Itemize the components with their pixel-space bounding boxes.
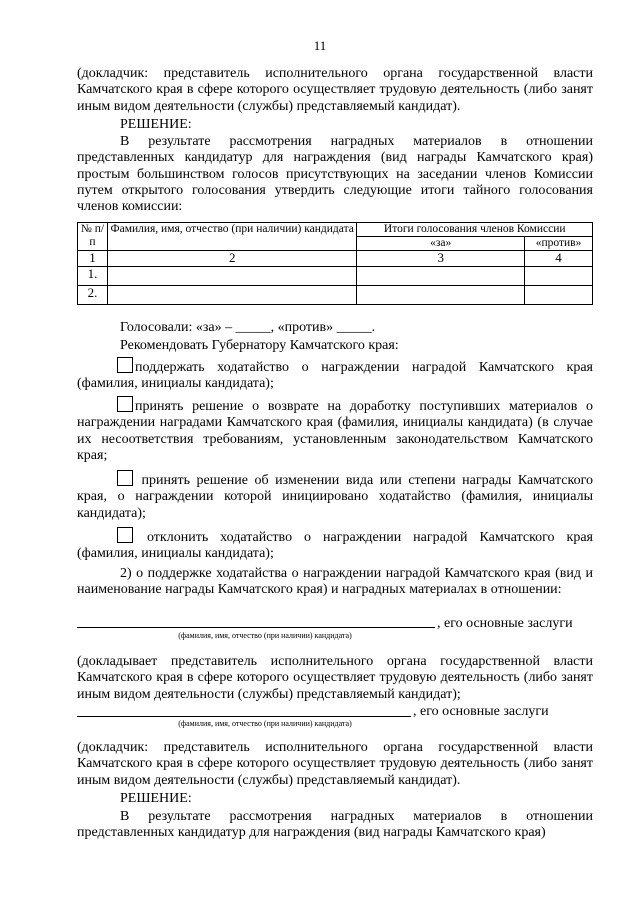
merits-text-1: , его основные заслуги: [437, 616, 573, 631]
voting-results-table: [77, 222, 593, 305]
option-return: [77, 396, 593, 464]
recommend-line: Рекомендовать Губернатору Камчатского края:: [120, 338, 399, 353]
voted-line: Голосовали: «за» – _____, «против» _____.: [120, 320, 376, 335]
candidate-caption-1: (фамилия, имя, отчество (при наличии) кандидата): [178, 631, 352, 640]
header-candidate-name: Фамилия, имя, отчество (при наличии) кандидата: [107, 223, 356, 251]
header-voting-results: Итоги голосования членов Комиссии: [357, 223, 593, 237]
speaker-paragraph: (докладчик: представитель исполнительного органа государственной власти Камчатского края в сфере которого осуществляет трудовую деятельность (либо занят иным видом деятельности (службы) представляемый кандидат).: [77, 740, 593, 788]
checkbox-icon[interactable]: [117, 357, 133, 373]
table-row: [78, 267, 593, 286]
header-number: № п/п: [78, 223, 108, 251]
table-header-row: [78, 223, 593, 237]
table-row: [78, 286, 593, 305]
index-cell: 2: [107, 251, 356, 267]
option-text: отклонить ходатайство о награждении наградой Камчатского края (фамилия, инициалы кандидата);: [77, 530, 593, 562]
index-cell: 4: [525, 251, 593, 267]
table-index-row: [78, 251, 593, 267]
option-text: принять решение о возврате на доработку поступивших материалов о награждении наградами Камчатского края (фамилия, инициалы кандидата) (в случае их несоответствия требованиям, установленным законодательством Камчатского края;: [77, 399, 593, 463]
candidate-line-1: [77, 627, 435, 628]
option-reject: [77, 527, 593, 563]
page-number: 11: [313, 38, 327, 53]
row-number: 1.: [78, 267, 108, 286]
merits-text-2: , его основные заслуги: [413, 704, 549, 719]
row-number: 2.: [78, 286, 108, 305]
intro-paragraph: (докладчик: представитель исполнительного органа государственной власти Камчатского края в сфере которого осуществляет трудовую деятельность (либо занят иным видом деятельности (службы) представляемый кандидат).: [77, 66, 593, 114]
checkbox-icon[interactable]: [117, 470, 133, 486]
row-against: [525, 286, 593, 305]
item2-paragraph: 2) о поддержке ходатайства о награждении наградой Камчатского края (вид и наименование награды Камчатского края) и наградных материалах в отношении:: [77, 566, 593, 598]
row-name: [107, 267, 356, 286]
header-for: «за»: [357, 237, 525, 251]
decision-paragraph-2: В результате рассмотрения наградных материалов в отношении представленных кандидатур для награждения (вид награды Камчатского края): [77, 809, 593, 841]
index-cell: 3: [357, 251, 525, 267]
decision-heading: РЕШЕНИЕ:: [120, 117, 192, 132]
index-cell: 1: [78, 251, 108, 267]
row-against: [525, 267, 593, 286]
row-name: [107, 286, 356, 305]
option-text: принять решение об изменении вида или степени награды Камчатского края, о награждении которой инициировано ходатайство (фамилия, инициалы кандидата);: [77, 473, 593, 521]
reports-paragraph: (докладывает представитель исполнительного органа государственной власти Камчатского края в сфере которого осуществляет трудовую деятельность (либо занят иным видом деятельности (службы) представляемый кандидат);: [77, 654, 593, 702]
option-text: поддержать ходатайство о награждении наградой Камчатского края (фамилия, инициалы кандидата);: [77, 360, 593, 392]
row-for: [357, 267, 525, 286]
checkbox-icon[interactable]: [117, 527, 133, 543]
decision-paragraph: В результате рассмотрения наградных материалов в отношении представленных кандидатур для награждения (вид награды Камчатского края) простым большинством голосов присутствующих на заседании членов Комиссии путем открытого голосования утвердить следующие итоги тайного голосования членов комиссии:: [77, 134, 593, 215]
option-change: [77, 470, 593, 522]
row-for: [357, 286, 525, 305]
candidate-caption-2: (фамилия, имя, отчество (при наличии) кандидата): [178, 719, 352, 728]
candidate-line-2: [77, 716, 411, 717]
header-against: «против»: [525, 237, 593, 251]
decision-heading-2: РЕШЕНИЕ:: [120, 791, 192, 806]
checkbox-icon[interactable]: [117, 396, 133, 412]
option-support: [77, 357, 593, 393]
